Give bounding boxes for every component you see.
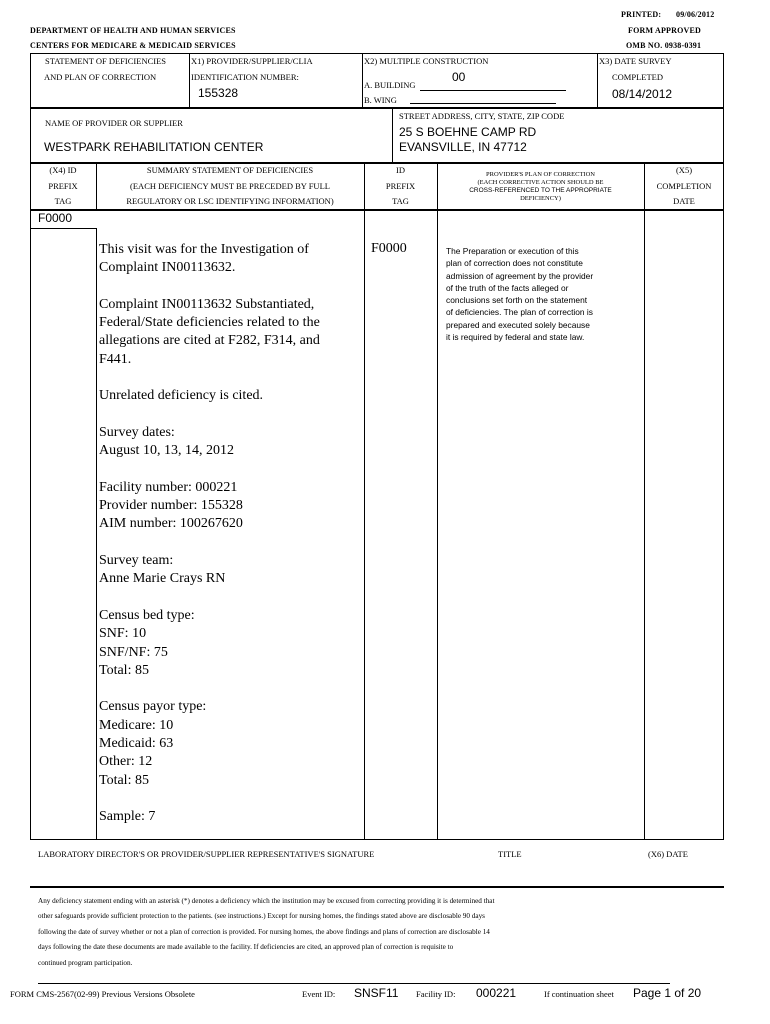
signature-divider xyxy=(30,886,724,888)
summary-line: Census bed type: xyxy=(99,607,195,623)
disclaimer-line: Any deficiency statement ending with an asterisk (*) denotes a deficiency which the institution may be excused from correcting providing it is determined that xyxy=(38,897,495,905)
plan-header-2: (EACH CORRECTIVE ACTION SHOULD BE xyxy=(477,179,604,186)
page-number: Page 1 of 20 xyxy=(633,986,702,1000)
summary-line: Total: 85 xyxy=(99,662,149,678)
wing-label: B. WING xyxy=(364,95,397,105)
title-label: TITLE xyxy=(498,849,522,859)
printed-date: 09/06/2012 xyxy=(676,10,715,19)
summary-line: SNF: 10 xyxy=(99,626,147,642)
summary-line: Complaint IN00113632 Substantiated, xyxy=(99,296,315,312)
summary-line: Provider number: 155328 xyxy=(99,498,243,514)
summary-statement xyxy=(99,241,361,827)
summary-header-2: (EACH DEFICIENCY MUST BE PRECEDED BY FULL xyxy=(130,181,330,191)
cms-name: CENTERS FOR MEDICARE & MEDICAID SERVICES xyxy=(30,41,236,50)
summary-header-3: REGULATORY OR LSC IDENTIFYING INFORMATION) xyxy=(126,196,334,206)
building-value: 00 xyxy=(452,70,466,84)
continuation-label: If continuation sheet xyxy=(544,989,614,999)
summary-line: Census payor type: xyxy=(99,699,207,715)
statement-label-1: STATEMENT OF DEFICIENCIES xyxy=(45,56,167,66)
summary-paragraph xyxy=(99,387,361,405)
provider-row-frame xyxy=(30,108,724,163)
id-header-3: TAG xyxy=(392,196,409,206)
summary-line: F441. xyxy=(99,351,132,367)
disclaimer xyxy=(38,894,718,971)
department-name: DEPARTMENT OF HEALTH AND HUMAN SERVICES xyxy=(30,26,236,35)
provider-name: WESTPARK REHABILITATION CENTER xyxy=(44,140,264,154)
x1-label-2: IDENTIFICATION NUMBER: xyxy=(191,72,299,82)
summary-line: SNF/NF: 75 xyxy=(99,644,168,660)
form-approved: FORM APPROVED xyxy=(628,26,702,35)
summary-paragraph xyxy=(99,241,361,278)
summary-line: AIM number: 100267620 xyxy=(99,516,243,532)
x2-label: X2) MULTIPLE CONSTRUCTION xyxy=(364,56,489,66)
form-number: FORM CMS-2567(02-99) Previous Versions Obsolete xyxy=(10,989,195,999)
summary-line: Total: 85 xyxy=(99,772,149,788)
summary-line: Anne Marie Crays RN xyxy=(99,571,226,587)
footer-divider xyxy=(38,983,670,984)
x4-header-1: (X4) ID xyxy=(49,165,77,175)
disclaimer-line: continued program participation. xyxy=(38,958,133,967)
summary-paragraph xyxy=(99,808,361,826)
plan-line: it is required by federal and state law. xyxy=(446,332,585,343)
summary-line: Complaint IN00113632. xyxy=(99,260,236,276)
x3-label-2: COMPLETED xyxy=(612,72,663,82)
address-line-2: EVANSVILLE, IN 47712 xyxy=(399,140,527,154)
plan-header-3: CROSS-REFERENCED TO THE APPROPRIATE xyxy=(469,187,612,194)
signature-label: LABORATORY DIRECTOR'S OR PROVIDER/SUPPLIER REPRESENTATIVE'S SIGNATURE xyxy=(38,849,375,859)
id-header-2: PREFIX xyxy=(385,181,416,191)
id-header-1: ID xyxy=(396,165,405,175)
summary-line: Facility number: 000221 xyxy=(99,479,238,495)
x5-header-1: (X5) xyxy=(675,165,693,175)
x3-label: X3) DATE SURVEY xyxy=(599,56,672,66)
summary-line: Sample: 7 xyxy=(99,809,156,825)
plan-line: The Preparation or execution of this xyxy=(446,246,579,256)
event-id-value: SNSF11 xyxy=(354,986,399,1000)
summary-line: This visit was for the Investigation of xyxy=(99,242,309,257)
plan-line: of the truth of the facts alleged or xyxy=(446,282,569,293)
plan-line: of deficiencies. The plan of correction is xyxy=(446,307,593,318)
disclaimer-line: days following the date these documents are made available to the facility. If deficiencies are cited, an approved plan of correction is requisite to xyxy=(38,943,454,952)
facility-id-label: Facility ID: xyxy=(416,989,456,999)
address-label: STREET ADDRESS, CITY, STATE, ZIP CODE xyxy=(399,111,565,121)
x5-header-2: COMPLETION xyxy=(656,181,712,191)
x5-header-3: DATE xyxy=(673,196,695,206)
x1-label: X1) PROVIDER/SUPPLIER/CLIA xyxy=(191,56,313,66)
summary-paragraph xyxy=(99,607,361,680)
id-prefix-tag: F0000 xyxy=(371,241,407,256)
summary-line: Federal/State deficiencies related to the xyxy=(99,315,320,331)
survey-completed-date: 08/14/2012 xyxy=(612,87,673,101)
summary-line: Survey team: xyxy=(99,553,174,569)
summary-paragraph xyxy=(99,296,361,369)
left-tag: F0000 xyxy=(38,211,73,225)
summary-paragraph xyxy=(99,424,361,461)
plan-header xyxy=(437,171,644,203)
provider-name-label: NAME OF PROVIDER OR SUPPLIER xyxy=(45,118,183,128)
omb-number: OMB NO. 0938-0391 xyxy=(626,41,702,50)
event-id-label: Event ID: xyxy=(302,989,336,999)
date-label: (X6) DATE xyxy=(648,849,688,859)
summary-paragraph xyxy=(99,479,361,534)
summary-line: Medicaid: 63 xyxy=(99,736,174,752)
provider-id-number: 155328 xyxy=(198,86,239,100)
plan-header-4: DEFICIENCY) xyxy=(520,195,561,202)
x4-header-3: TAG xyxy=(54,196,72,206)
plan-line: plan of correction does not constitute xyxy=(446,258,583,269)
disclaimer-line: following the date of survey whether or not a plan of correction is provided. For nursing homes, the above findings and plans of correction are disclosable 14 xyxy=(38,927,490,936)
plan-line: admission of agreement by the provider xyxy=(446,270,594,281)
facility-id-value: 000221 xyxy=(476,986,517,1000)
summary-line: Other: 12 xyxy=(99,754,153,770)
summary-line: Survey dates: xyxy=(99,424,175,440)
building-label: A. BUILDING xyxy=(364,80,416,90)
summary-line: allegations are cited at F282, F314, and xyxy=(99,333,320,349)
plan-line: prepared and executed solely because xyxy=(446,319,590,330)
plan-of-correction xyxy=(446,245,641,343)
disclaimer-line: other safeguards provide sufficient protection to the patients. (see instructions.) Except for nursing homes, the findings stated above are disclosable 90 days xyxy=(38,912,485,921)
summary-paragraph xyxy=(99,698,361,789)
summary-paragraph xyxy=(99,552,361,589)
summary-line: August 10, 13, 14, 2012 xyxy=(99,443,234,459)
summary-line: Unrelated deficiency is cited. xyxy=(99,388,264,404)
summary-header-1: SUMMARY STATEMENT OF DEFICIENCIES xyxy=(146,165,314,175)
x4-header-2: PREFIX xyxy=(48,181,78,191)
printed-label: PRINTED: xyxy=(621,10,662,19)
plan-header-1: PROVIDER'S PLAN OF CORRECTION xyxy=(486,171,595,178)
address-line-1: 25 S BOEHNE CAMP RD xyxy=(399,125,537,139)
statement-label-2: AND PLAN OF CORRECTION xyxy=(44,72,157,82)
summary-line: Medicare: 10 xyxy=(99,717,174,733)
plan-line: conclusions set forth on the statement xyxy=(446,295,588,306)
